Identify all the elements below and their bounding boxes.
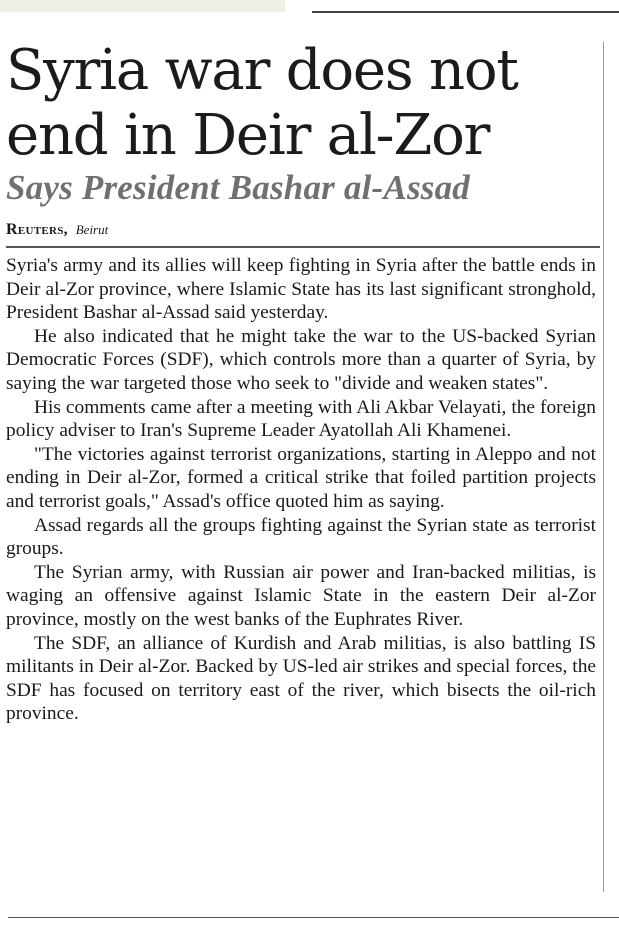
subheadline: Says President Bashar al-Assad — [6, 168, 470, 207]
paragraph-5: Assad regards all the groups fighting against the Syrian state as terrorist groups. — [6, 514, 596, 560]
paragraph-6: The Syrian army, with Russian air power and Iran-backed militias, is waging an offensive against Islamic State in the eastern Deir al-Zor province, mostly on the west banks of the Euphrates River. — [6, 561, 596, 630]
paragraph-2: He also indicated that he might take the war to the US-backed Syrian Democratic Forces (SDF), which controls more than a quarter of Syria, by saying the war targeted those who seek to "divide and weaken states". — [6, 325, 596, 394]
byline-dateline: Beirut — [75, 222, 109, 237]
byline — [6, 221, 600, 248]
top-shaded-block — [0, 0, 285, 12]
paragraph-4: "The victories against terrorist organizations, starting in Aleppo and not ending in Deir al-Zor, formed a critical strike that foiled partition projects and terrorist goals," Assad's office quoted him as saying. — [6, 443, 596, 512]
paragraph-7: The SDF, an alliance of Kurdish and Arab militias, is also battling IS militants in Deir al-Zor. Backed by US-led air strikes and special forces, the SDF has focused on territory east of the river, which bisects the oil-rich province. — [6, 632, 596, 725]
bottom-rule — [8, 917, 619, 918]
paragraph-1: Syria's army and its allies will keep fighting in Syria after the battle ends in Deir al-Zor province, where Islamic State has its last significant stronghold, President Bashar al-Assad said yesterday. — [6, 255, 596, 324]
article-body — [6, 254, 596, 726]
article — [6, 38, 596, 726]
headline: Syria war does not end in Deir al-Zor — [6, 38, 518, 168]
column-divider — [603, 42, 604, 892]
paragraph-3: His comments came after a meeting with Ali Akbar Velayati, the foreign policy adviser to Iran's Supreme Leader Ayatollah Ali Khamenei. — [6, 396, 596, 442]
byline-agency: Reuters, — [6, 221, 68, 238]
top-rule — [312, 11, 619, 13]
